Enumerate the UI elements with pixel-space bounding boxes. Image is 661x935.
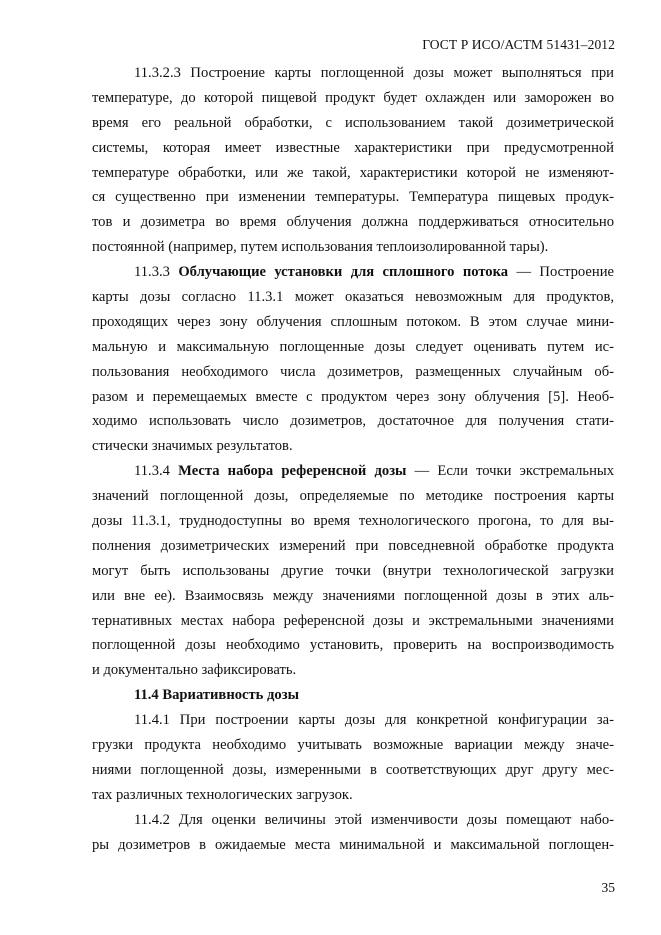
clause-heading: Облучающие установки для сплошного потока (178, 264, 509, 281)
text-line: системы, которая имеет известные характеристики при предусмотренной (92, 139, 614, 156)
text-line: 11.4.1 При построении карты дозы для конкретной конфигурации за- (134, 712, 614, 729)
clause-number: 11.3.4 (134, 463, 170, 480)
text-line: тах различных технологических загрузок. (92, 786, 353, 803)
text-line: поглощенной дозы необходимо установить, проверить на воспроизводимость (92, 637, 614, 654)
text-line: значений поглощенной дозы, определяемые по методике построения карты (92, 488, 614, 505)
text-line: стически значимых результатов. (92, 438, 293, 455)
paragraph-11-3-2-3 (92, 61, 614, 260)
clause-heading: Места набора референсной дозы (178, 463, 407, 480)
text-line (92, 459, 614, 484)
page-number: 35 (601, 880, 615, 895)
text-line (92, 260, 614, 285)
clause-text: — Построение (508, 264, 614, 281)
text-line: тернативных местах набора референсной дозы и экстремальными значениями (92, 612, 614, 629)
section-heading-11-4: 11.4 Вариативность дозы (134, 687, 299, 704)
paragraph-11-4-1 (92, 708, 614, 808)
text-line: полнения дозиметрических измерений при повседневной обработке продукта (92, 537, 614, 554)
text-line: ры дозиметров в ожидаемые места минимальной и максимальной поглощен- (92, 836, 614, 853)
text-line: или вне ее). Взаимосвязь между значениями поглощенной дозы в этих аль- (92, 587, 614, 604)
document-code-header: ГОСТ Р ИСО/АСТМ 51431–2012 (422, 37, 615, 52)
text-line: 11.4.2 Для оценки величины этой изменчивости дозы помещают набо- (134, 811, 614, 828)
text-line: могут быть использованы другие точки (внутри технологической загрузки (92, 562, 614, 579)
text-line: пользования необходимого числа дозиметров, размещенных случайным об- (92, 363, 614, 380)
text-line: проходящих через зону облучения сплошным потоком. В этом случае мини- (92, 313, 614, 330)
text-line: и документально зафиксировать. (92, 662, 297, 679)
text-line: разом и перемещаемых вместе с продуктом через зону облучения [5]. Необ- (92, 388, 614, 405)
text-line: время его реальной обработки, с использованием такой дозиметрической (92, 114, 614, 131)
text-line: температуре, до которой пищевой продукт будет охлажден или заморожен во (92, 89, 614, 106)
paragraph-11-3-3 (92, 260, 614, 459)
text-line: ся существенно при изменении температуры. Температура пищевых продук- (92, 189, 614, 206)
page-body (92, 61, 614, 858)
text-line: грузки продукта необходимо учитывать возможные вариации между значе- (92, 737, 614, 754)
text-line: 11.3.2.3 Построение карты поглощенной дозы может выполняться при (134, 65, 614, 81)
text-line: тов и дозиметра во время облучения должна поддерживаться относительно (92, 214, 614, 231)
text-line: дозы 11.3.1, труднодоступны во время технологического прогона, то для вы- (92, 513, 614, 530)
text-line: мальную и максимальную поглощенные дозы следует оценивать путем ис- (92, 338, 614, 355)
text-line: постоянной (например, путем использования теплоизолированной тары). (92, 239, 549, 256)
paragraph-11-4-2 (92, 808, 614, 858)
text-line: карты дозы согласно 11.3.1 может оказаться невозможным для продуктов, (92, 289, 614, 306)
text-line: температуре обработки, или же такой, характеристики которой не изменяют- (92, 164, 614, 181)
clause-text: — Если точки экстремальных (406, 463, 614, 480)
text-line: ходимо использовать число дозиметров, достаточное для получения стати- (92, 413, 614, 430)
clause-number: 11.3.3 (134, 264, 170, 281)
text-line: ниями поглощенной дозы, измеренными в соответствующих друг другу мес- (92, 761, 614, 778)
paragraph-11-3-4 (92, 459, 614, 683)
